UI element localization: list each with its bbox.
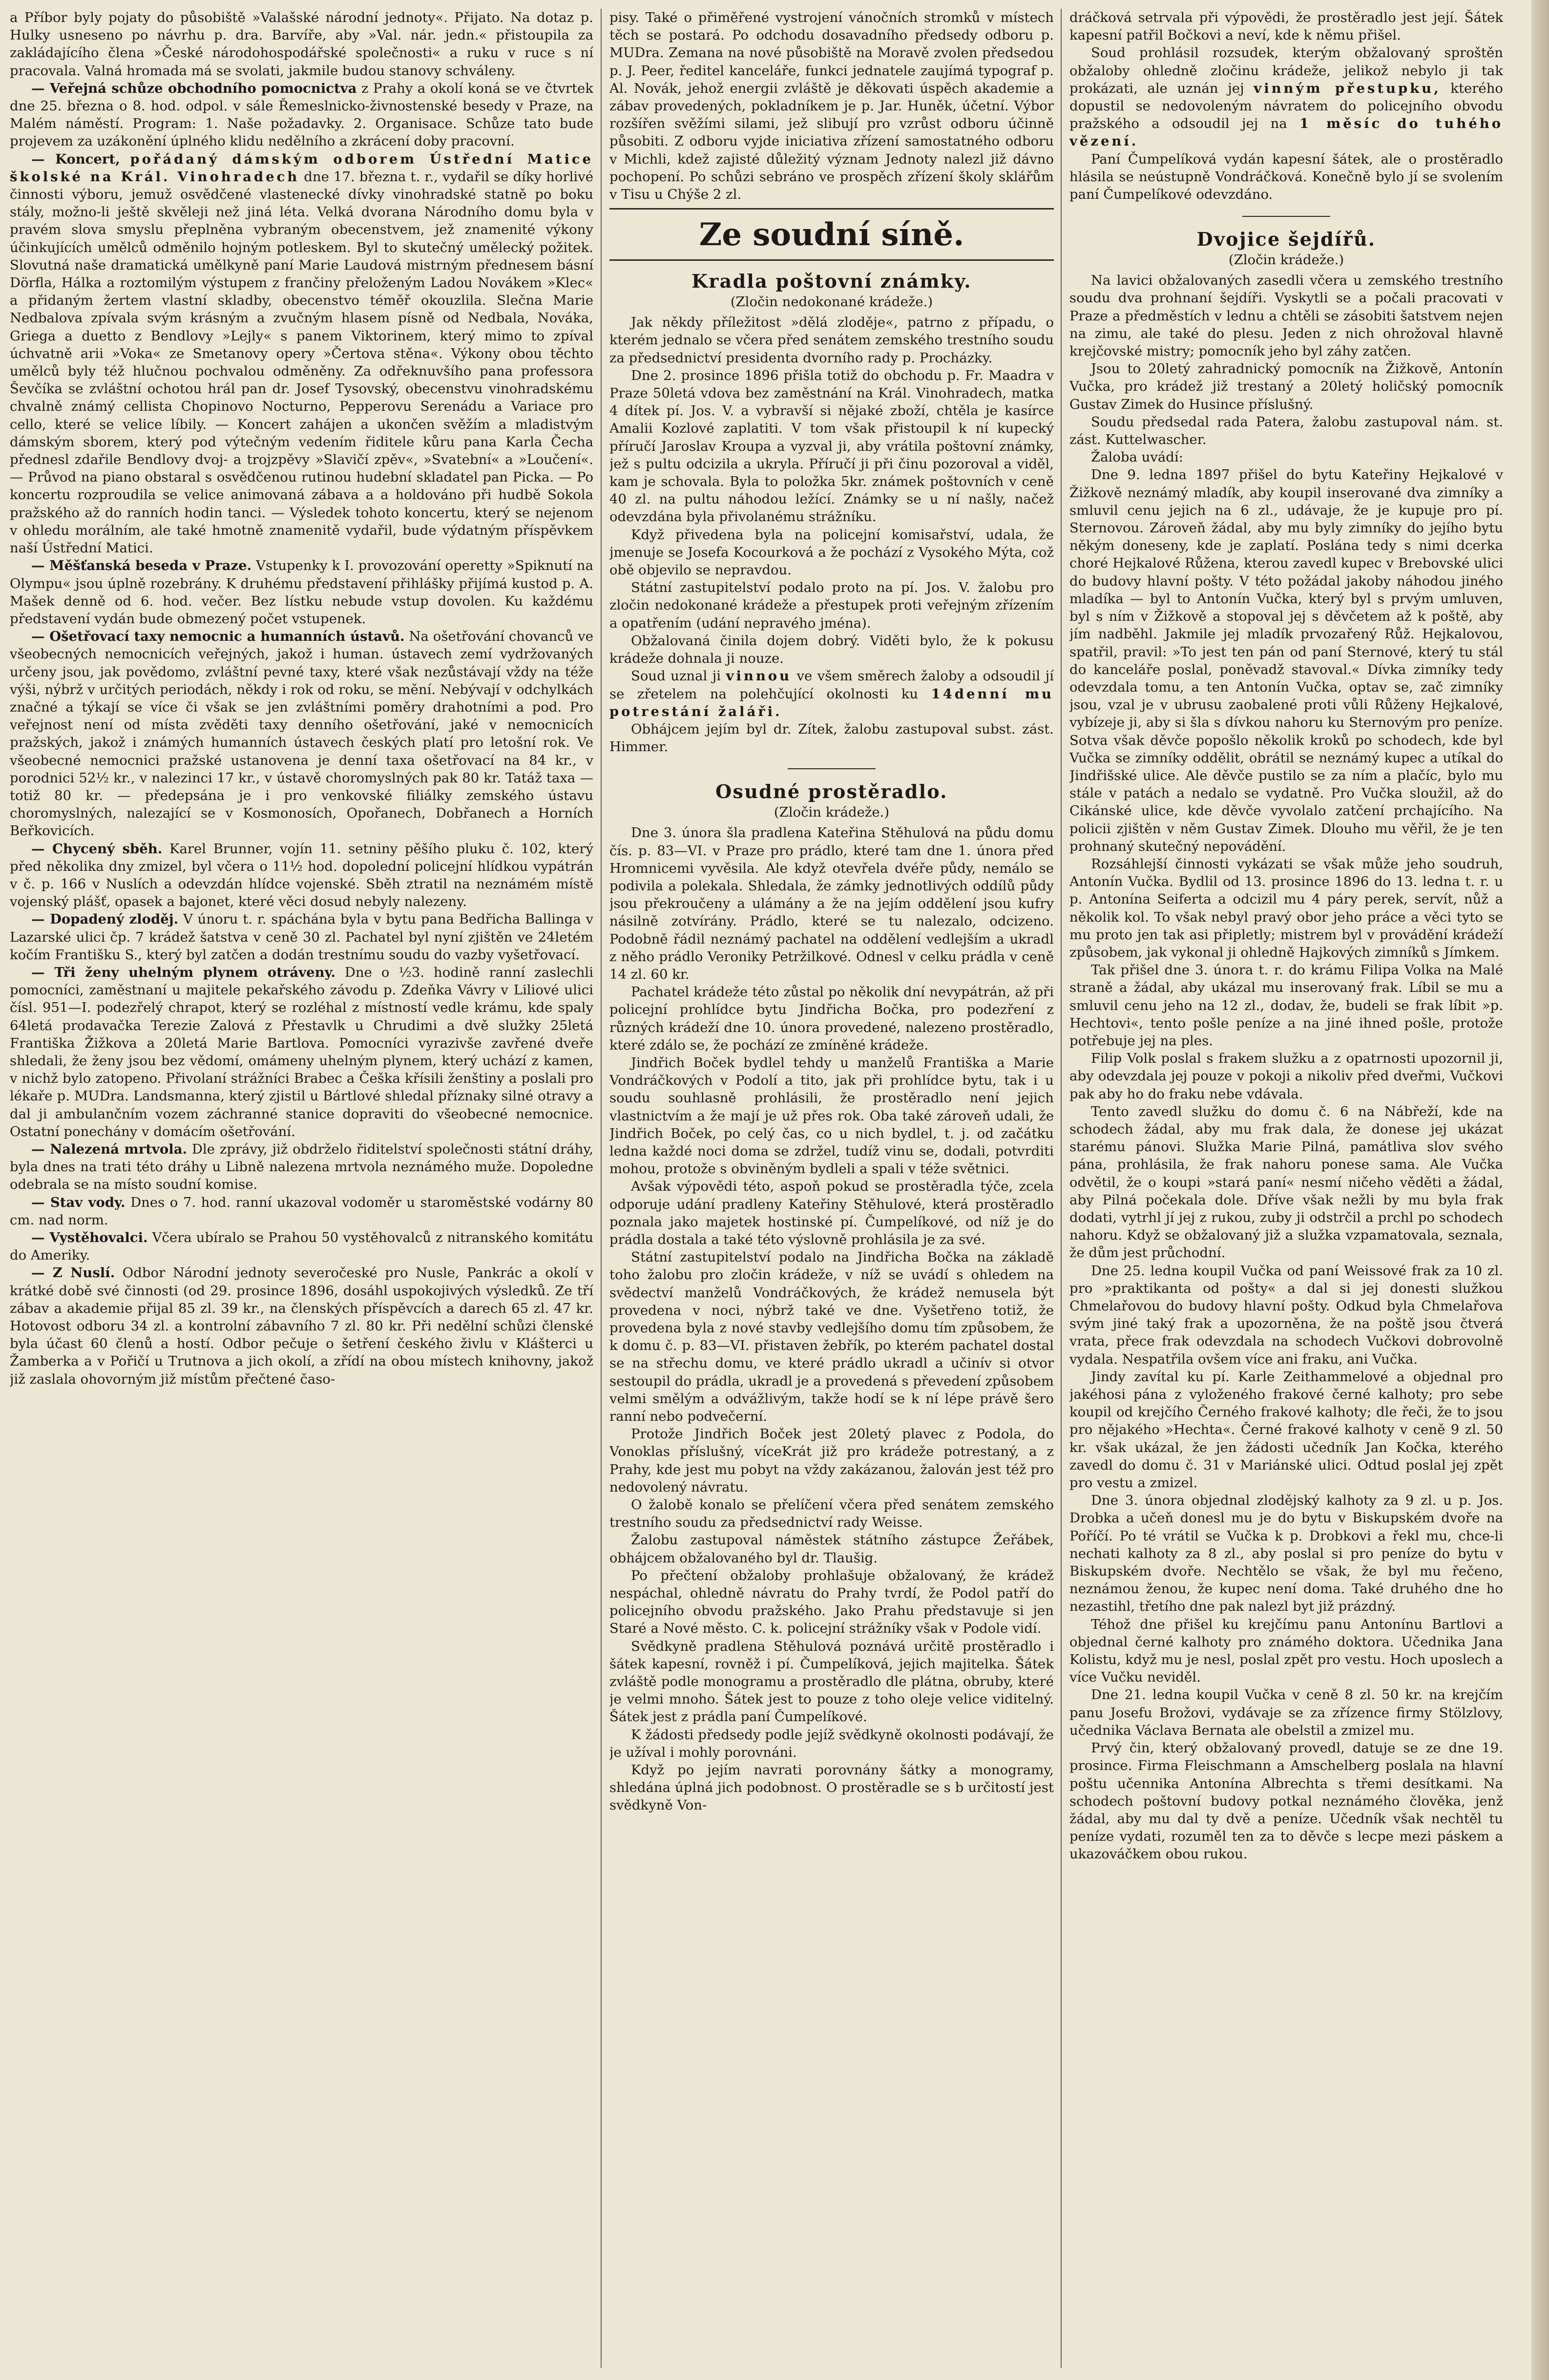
article-paragraph: Jsou to 20letý zahradnický pomocník na Žižkově, Antonín Vučka, pro krádež již trestaný a 20letý holičský pomocník Gustav Zimek do Husince příslušný.: [1069, 361, 1503, 412]
notice-heading: — Veřejná schůze obchodního pomocnictva: [31, 80, 357, 96]
article-paragraph: Prvý čin, který obžalovaný provedl, datuje se ze dne 19. prosince. Firma Fleischmann a Amschelberg poslala na hlavní poštu učennika Antonína Albrechta s třemi desítkami. Na schodech poštovní budovy potkal neznámého člověka, jenž žádal, aby mu dal ty dvě a peníze. Učedník však nechtěl tu peníze vydati, rozuměl ten za to děvče s lecpe mezi páskem a ukazováčkem obou rukou.: [1069, 1740, 1503, 1862]
article-paragraph: Rozsáhlejší činnosti vykázati se však může jeho soudruh, Antonín Vučka. Bydlil od 13. prosince 1896 do 13. ledna t. r. u p. Antonína Seiferta a odcizil mu 4 páry perek, servít, nůž a několik kol. To však nebyl pravý obor jeho práce a věci tyto se mu proto jen tak asi připletly; mistrem byl v provádění krádeží způsobem, jak vykonal ji ohledně Hajkových zimníků s Jímkem.: [1069, 856, 1503, 960]
article-paragraph: Obhájcem jejím byl dr. Zítek, žalobu zastupoval subst. zást. Himmer.: [609, 721, 1054, 755]
column-divider: [1061, 9, 1062, 2368]
notice-heading: — Z Nuslí.: [31, 1265, 115, 1281]
verdict-text: ve všem směrech žaloby a odsoudil jí se zřetelem na polehčující okolnosti ku: [609, 668, 1054, 702]
verdict-emphasis: vinnou: [726, 668, 792, 684]
column-left: [10, 9, 593, 2368]
article-paragraph: Filip Volk poslal s frakem služku a z opatrnosti upozornil ji, aby odevzdala jej pouze v pokoji a nikoliv před dveřmi, Vučkovi pak aby ho do fraku nebe vdávala.: [1069, 1051, 1503, 1102]
article-paragraph: Jindřich Boček bydlel tehdy u manželů Františka a Marie Vondráčkových v Podolí a tito, jak při prohlídce bytu, tak i u soudu souhlasně prohlásili, že prostěradlo není jejich vlastnictvím a že mají je už přes rok. Oba také zároveň udali, že Jindřich Boček, po celý čas, co u nich bydlel, t. j. od začátku ledna každé noci doma se zdržel, tudíž vinu se, dodali, potvrditi mohou, protože s obviněným bydleli a spali v téže světnici.: [609, 1054, 1054, 1177]
article-paragraph: Obžalovaná činila dojem dobrý. Viděti bylo, že k pokusu krádeže dohnala ji nouze.: [609, 632, 1054, 667]
notice-item: [10, 964, 593, 1140]
notice-heading: — Dopadený zloděj.: [31, 911, 179, 927]
article-paragraph: Protože Jindřich Boček jest 20letý plavec z Podola, do Vonoklas příslušný, víceKrát již pro krádeže potrestaný, a z Prahy, kde jest mu pobyt na vždy zakázanou, žalován jest též pro nedovolený návratu.: [609, 1426, 1054, 1495]
notice-heading: — Stav vody.: [31, 1194, 126, 1210]
notice-text: dne 17. března t. r., vydařil se díky horlivé činnosti výboru, jemuž osvědčené vlastenecké dívky vinohradské statně po boku stály, možno-li ještě skvěleji než jiná léta. Velká dvorana Národního domu byla v pravém slova smyslu přeplněna vybraným obecenstvem, jež znamenité výkony účinkujících umělců odměnilo hojným potleskem. Byl to skutečný umělecký požitek. Slovutná naše dramatická umělkyně paní Marie Laudová mistrným přednesem básní Dörfla, Hálka a roztomilým výstupem z frančiny přeloženým Ladou Novákem »Klec« a přidaným žertem vlastní skladby, obecenstvo téměř okouzlila. Slečna Marie Nedbalova zpívala svým krásným a zvučným hlasem písně od Nedbala, Nováka, Griega a duetto z Bendlovy »Lejly« s panem Viktorinem, který mimo to zpíval úchvatně arii »Voka« ze Smetanovy opery »Čertova stěna«. Výkony obou těchto umělců byly též hlučnou pochvalou odměněny. Za odřeknuvšího pana professora Ševčíka se zvláštní ochotou hrál pan dr. Josef Tysovský, obecenstvu vinohradskému chvalně známý cellista Chopinovo Nocturno, Pepperovu Serenádu a Variace pro cello, které se velice líbily. — Koncert zahájen a ukončen svěžím a mladistvým dámským sborem, který pod výtečným vedením řiditele kůru pana Karla Čecha přednesl zdařile Bendlovy dvoj- a trojzpěvy »Slavičí zpěv«, »Svatební« a »Loučení«. — Průvod na piano obstaral s osvědčenou rutinou hudební skladatel pan Picka. — Po koncertu rozproudila se velice animovaná zábava a a holdováno při hudbě Sokola pražského až do ranních hodin tanci. — Výsledek tohoto koncertu, který se nejenom v ohledu morálním, ale také hmotně znamenitě vydařil, bude výdatným příspěvkem naší Ústřední Matici.: [10, 168, 593, 556]
article-paragraph: Soudu předsedal rada Patera, žalobu zastupoval nám. st. zást. Kuttelwascher.: [1069, 414, 1503, 448]
notice-text: Dle zprávy, již obdrželo řiditelství společnosti státní dráhy, byla dnes na trati této dráhy u Libně nalezena mrtvola neznámého muže. Dopoledne odebrala se na místo soudní komise.: [10, 1141, 593, 1193]
notice-text: Dnes o 7. hod. ranní ukazoval vodoměr u staroměstské vodárny 80 cm. nad norm.: [10, 1194, 593, 1228]
verdict-text: Soud uznal ji: [631, 668, 721, 684]
article-paragraph: Jindy zavítal ku pí. Karle Zeithammelové a objednal pro jakéhosi pána z vyloženého frakové černé kalhoty; pro sebe koupil od krejčího Černého frakové kalhoty; dle řeči, že to jsou pro nějakého »Hechta«. Černé frakové kalhoty v ceně 9 zl. 50 kr. však ukázal, že jen žádosti učedník Jan Kočka, kterého zavedl do domu č. 31 v Mariánské ulici. Odtud poslal jej zpět pro vestu a zmizel.: [1069, 1369, 1503, 1491]
notice-item: [10, 628, 593, 840]
article-paragraph: [1069, 44, 1503, 150]
article-paragraph: Když přivedena byla na policejní komisařství, udala, že jmenuje se Josefa Kocourková a že pochází z Vysokého Mýta, což obě objevilo se nepravdou.: [609, 527, 1054, 578]
verdict-text: Soud prohlásil rozsudek, kterým obžalovaný sproštěn obžaloby ohledně zločinu krádeže, jelikož nebylo ji tak prokázati, ale uznán jej: [1069, 45, 1503, 96]
notice-item: [10, 150, 593, 557]
article-paragraph: Žaloba uvádí:: [1091, 449, 1183, 465]
article-paragraph: Pachatel krádeže této zůstal po několik dní nevypátrán, až při policejní prohlídce bytu Jindřicha Bočka, pro podezření z různých krádeží dne 10. února provedené, nalezeno prostěradlo, které zdálo se, že pochází ze zmíněné krádeže.: [609, 984, 1054, 1053]
column-middle: [609, 9, 1054, 2368]
article-paragraph: O žalobě konalo se přelíčení včera před senátem zemského trestního soudu za předsednictví rady Weisse.: [609, 1497, 1054, 1531]
page-binding-edge: [1531, 0, 1549, 2380]
article-paragraph: Paní Čumpelíková vydán kapesní šátek, ale o prostěradlo hlásila se neústupně Vondráčková. Konečně bylo jí se svolením paní Čumpelíkové odevzdáno.: [1069, 151, 1503, 203]
article-columns: [10, 9, 1524, 2368]
article-paragraph: Téhož dne přišel ku krejčímu panu Antonínu Bartlovi a objednal černé kalhoty pro známého doktora. Učednika Jana Kolistu, když mu je nesl, poslal zpět pro vestu. Hoch uposlech a více Vučku neviděl.: [1069, 1616, 1503, 1685]
article-paragraph: Dne 3. února objednal zlodějský kalhoty za 9 zl. u p. Jos. Drobka a učeň donesl mu je do bytu v Biskupském dvoře na Poříčí. Po té vrátil se Vučka k p. Drobkovi a řekl mu, chce-li nechati kalhoty za 8 zl., aby poslal si pro peníze do bytu v Biskupském dvoře. Nechtělo se však, že byl mu řečeno, neznámou ženou, že kupec není doma. Také druhého dne ho nezastihl, třetího dne pak nalezl byt již prázdný.: [1069, 1493, 1503, 1615]
notice-item: [10, 1264, 593, 1388]
notice-item: [10, 910, 593, 964]
notice-continuation: pisy. Také o přiměřené vystrojení vánočních stromků v místech těch se postará. Po odchodu dosavadního předsedy odboru p. MUDra. Zemana na nové působiště na Moravě zvolen předsedou p. J. Peer, ředitel kanceláře, funkci jednatele zaujímá typograf p. Al. Novák, jehož energii zvláště je děkovati úspěch akademie a zábav provedených, pokladníkem je p. Jar. Huněk, účetní. Výbor rozšířen svěžími silami, jež slibují pro vzrůst odboru účinně působiti. Z odboru vyjde iniciativa zřízení samostatného odboru v Michli, kdež zajisté důležitý význam Jednoty nalezl již dávno pochopení. Po schůzi sebráno ve prospěch zřízení školy sklářům v Tisu u Chýše 2 zl.: [609, 10, 1054, 203]
notice-heading: — Měšťanská beseda v Praze.: [31, 558, 252, 574]
notice-text: z Prahy a okolí koná se ve čtvrtek dne 25. března o 8. hod. odpol. v sále Řemeslnicko-živnostenské besedy v Praze, na Malém náměstí. Program: 1. Naše požadavky. 2. Organisace. Schůze tato bude projevem za uzákonění úplného klidu nedělního a zkrácení doby pracovní.: [10, 80, 593, 149]
notice-item: [10, 80, 593, 150]
notice-heading: — Vystěhovalci.: [31, 1230, 148, 1246]
article-paragraph: Po přečtení obžaloby prohlašuje obžalovaný, že krádež nespáchal, ohledně návratu do Prahy tvrdí, že Podol patří do policejního obvodu pražského. Jako Prahu představuje si jen Staré a Nové město. C. k. policejní strážníky však v Podole vidí.: [609, 1567, 1054, 1637]
notice-item: [10, 1229, 593, 1264]
article-paragraph: K žádosti předsedy podle jejíž svědkyně okolnosti podávají, že je užíval i mohly porovnáni.: [609, 1727, 1054, 1760]
article-paragraph: Žalobu zastupoval náměstek státního zástupce Žeřábek, obhájcem obžalovaného byl dr. Tlaušig.: [609, 1532, 1054, 1566]
article-subtitle: (Zločin krádeže.): [774, 804, 890, 821]
notice-item: [10, 1194, 593, 1229]
column-right: [1069, 9, 1503, 2368]
notice-heading: — Nalezená mrtvola.: [31, 1141, 188, 1157]
article-paragraph: Na lavici obžalovaných zasedli včera u zemského trestního soudu dva prohnaní šejdíři. Vyskytli se a počali pracovati v Praze a předměstích v lednu a chtěli se zásobiti šatstvem nejen na zimu, ale také do plesu. Jeden z nich ohrožoval hlavně krejčovské mistry; pomocník jeho byl záhy zatčen.: [1069, 273, 1503, 359]
article-continuation: dráčková setrvala při výpovědi, že prostěradlo jest její. Šátek kapesní patřil Bočkovi a neví, kde k němu přišel.: [1069, 10, 1503, 43]
article-separator: [788, 768, 876, 769]
notice-text: Na ošetřování chovanců ve všeobecných nemocnicích veřejných, jakož i human. ústavech zemí vydržovaných určeny jsou, jak povědomo, zvláštní pevné taxy, které však nezůstávají vždy na téže výši, nýbrž v určitých periodách, někdy i rok od roku, se mění. Nebývají v odchylkách značné a týkají se více či však se jen zvláštními poměry drahotními a pod. Pro veřejnost není od místa zvěděti taxy denního ošetřování, jaké v nemocnicích pražských, jakož i známých humanních ústavech českých platí pro letošní rok. Ve všeobecné nemocnici pražské ustanovena je denní taxa ošetřovací na 84 kr., v porodnici 52½ kr., v nalezinci 17 kr., v ústavě choromyslných pak 80 kr. Tatáž taxa — totiž 80 kr. — předepsána je i pro venkovské filiálky zemského ústavu choromyslných, nalezající se v Kosmonosích, Opořanech, Dobřanech a Horních Beřkovicích.: [10, 629, 593, 839]
notice-text: Dne o ½3. hodině ranní zaslechli pomocníci, zaměstnaní u majitele pekařského závodu p. Zdeňka Vávry v Liliové ulici čísl. 951—I. podezřelý chrapot, který se rozléhal z místností vedle krámu, kde spaly 64letá prodavačka Terezie Zalová z Přestavlk u Chrudimi a dvě služky 25letá Františka Žižkova a 20letá Marie Bartlova. Pomocníci vyrazivše zavřené dveře shledali, že ženy jsou bez vědomí, omámeny uhelným plynem, který uchází z kamen, v nichž bylo zatopeno. Přivolaní strážníci Brabec a Češka křísili ženštiny a poslali pro lékaře p. MUDra. Landsmanna, který zjistil u Bártlové shledal příznaky silné otravy a dal ji ambulančním vozem záchranné stanice dopraviti do všeobecné nemocnice. Ostatní ponechány v domácím ošetřování.: [10, 964, 593, 1139]
verdict-sentence: 14denní mu potrestání žaláři.: [609, 686, 1054, 719]
article-paragraph: Dne 21. ledna koupil Vučka v ceně 8 zl. 50 kr. na krejčím panu Josefu Brožovi, vydávaje se za zřízence firmy Stölzlovy, učednika Václava Bernata ale obelstil a zmizel mu.: [1069, 1687, 1503, 1738]
article-paragraph: Dne 2. prosince 1896 přišla totiž do obchodu p. Fr. Maadra v Praze 50letá vdova bez zaměstnání na Král. Vinohradech, matka 4 dítek pí. Jos. V. a vybravší si nějaké zboží, chtěla je kasírce Amalii Kozlové zaplatiti. V tom však přistoupil k ní kupecký příručí Jaroslav Kroupa a vyzval ji, aby vrátila poštovní známky, jež s pultu odcizila a ukryla. Příručí ji při činu pozoroval a viděl, kam je schovala. Byla to položka 5kr. známek poštovních v ceně 40 zl. na pultu náhodou ležící. Známky se u ní našly, načež odevzdána byla přivolanému strážníku.: [609, 367, 1054, 525]
notice-text: Odbor Národní jednoty severočeské pro Nusle, Pankrác a okolí v krátké době své činnosti (od 29. prosince 1896, dosáhl uspokojivých výsledků. Ze tří zábav a akademie přijal 85 zl. 39 kr., na členských příspěvcích a darech 65 zl. 47 kr. Hotovost odboru 34 zl. a kontrolní zábavního 7 zl. 80 kr. Při nedělní schůzi členské byla účast 60 členů a hostí. Odbor pečuje o šetření českého živlu v Klášterci u Žamberka a v Pořičí u Trutnova a jich okolí, a zřídí na obou místech knihovny, jakož již zaslala ohovorným již místům přečtené časo-: [10, 1265, 593, 1387]
article-paragraph: Avšak výpovědi této, aspoň pokud se prostěradla týče, zcela odporuje udání pradleny Kateřiny Stěhulové, která prostěradlo poznala jako majetek hostinské pí. Čumpelíkové, od níž je do prádla dostala a také této výslovně prohlásila je za své.: [609, 1179, 1054, 1247]
article-paragraph: Tak přišel dne 3. února t. r. do krámu Filipa Volka na Malé straně a žádal, aby ukázal mu inserovaný frak. Líbil se mu a smluvil cenu jeho na 12 zl., dodav, že, budeli se frak líbit »p. Hechtovi«, tento pošle peníze a na jiné ihned pošle, protože potřebuje jej na ples.: [1069, 962, 1503, 1049]
verdict-emphasis: vinným přestupku,: [1254, 80, 1441, 96]
article-paragraph: Svědkyně pradlena Stěhulová poznává určitě prostěradlo i šátek kapesní, rovněž i pí. Čumpelíková, jejich majitelka. Šátek zvláště podle monogramu a prostěradlo dle plátna, obruby, které je velmi mnoho. Šátek jest to pouze z toho oleje velice viditelný. Šátek jest z prádla paní Čumpelíkové.: [609, 1638, 1054, 1725]
article-paragraph: Jak někdy příležitost »dělá zloděje«, patrno z případu, o kterém jednalo se včera před senátem zemského trestního soudu za předsednictví presidenta dvorního rady p. Procházky.: [609, 315, 1054, 366]
notice-text: Včera ubíralo se Prahou 50 vystěhovalců z nitranského komitátu do Ameriky.: [10, 1230, 593, 1264]
article-paragraph: Dne 3. února šla pradlena Kateřina Stěhulová na půdu domu čís. p. 83—VI. v Praze pro prádlo, které tam dne 1. února před Hromnicemi vyvěsila. Ale když otevřela dvéře půdy, nemálo se podivila a polekala. Shledala, že zámky jednotlivých oddílů půdy jsou překroučeny a ulámány a že na jejím oddělení jsou kufry násilně zotvírány. Prádlo, které se tu nalezalo, odcizeno. Podobně řádil neznámý pachatel na oddělení vedlejším a ukradl z něho prádlo Veroniky Petržilkové. Odnesl v celku prádla v ceně 14 zl. 60 kr.: [609, 825, 1054, 982]
article-paragraph: Dne 25. ledna koupil Vučka od paní Weissové frak za 10 zl. pro »praktikanta od pošty« a dal si jej donesti služkou Chmelařovou do budovy hlavní pošty. Odkud byla Chmelařova svým jiné taký frak a upozorněna, že na poště jsou čtverá vrata, přece frak odevzdala na schodech Vučkovi dobrovolně vydala. Nespatřila ovšem více ani fraku, ani Vučka.: [1069, 1263, 1503, 1367]
section-title: Ze soudní síně.: [699, 216, 964, 253]
article-subtitle: (Zločin krádeže.): [1228, 252, 1344, 268]
notice-text: Karel Brunner, vojín 11. setniny pěšího pluku č. 102, který před několika dny zmizel, byl včera o 11½ hod. dopolední policejní hlídkou vypátrán v č. p. 166 v Nuslích a odevzdán hlídce vojenské. Sběh ztratil na neznámém místě vojenský plášť, opasek a bajonet, které věci dosud nebyly nalezeny.: [10, 841, 593, 910]
notice-heading: — Koncert,: [31, 151, 120, 167]
article-title: Kradla poštovní známky.: [691, 270, 972, 293]
notice-heading: — Chycený sběh.: [31, 841, 163, 857]
verdict-sentence: 1 měsíc do tuhého vězení.: [1069, 116, 1503, 149]
article-paragraph: [609, 667, 1054, 720]
article-paragraph: Když po jejím navrati porovnány šátky a monogramy, shledána úplná jich podobnost. O prostěradle se s b určitostí jest svědkyně Von-: [609, 1762, 1054, 1813]
column-divider: [601, 9, 602, 2368]
article-paragraph: Státní zastupitelství podalo proto na pí. Jos. V. žalobu pro zločin nedokonané krádeže a přestupek proti veřejným zřízením a opatřením (udání nepravého jména).: [609, 580, 1054, 631]
notice-text: V únoru t. r. spáchána byla v bytu pana Bedřicha Ballinga v Lazarské ulici čp. 7 krádež šatstva v ceně 30 zl. Pachatel byl nyní zjištěn ve 24letém kočím Františku S., který byl zatčen a dodán trestnímu soudu do vazby vyšetřovací.: [10, 911, 593, 963]
article-paragraph: Dne 9. ledna 1897 přišel do bytu Kateřiny Hejkalové v Žižkově neznámý mladík, aby koupil inserované dva zimníky a smluvil cenu jejich na 6 zl., udávaje, že je kupuje pro pí. Sternovou. Zároveň žádal, aby mu byly zimníky do jejího bytu někým doneseny, kde je zaplatí. Poslána tedy s nimi dcerka choré Hejkalové Růžena, kterou zavedl kupec v Brebovské ulici do budovy hlavní pošty. V této požádal jakoby náhodou jiného mladíka — byl to Antonín Vučka, který byl s prvým umluven, byl s ním v Žižkově a stopoval jej s děvčetem až k poště, aby jím nadběhl. Jakmile jej mladík prvozařený Růž. Hejkalovou, spatřil, pravil: »To jest ten pán od paní Sternové, který tu stál do kanceláře poslal, poněvadž stavoval.« Dívka zimníky tedy odevzdala tomu, a ten Antonín Vučka, optav se, zač zimníky jsou, vzal je v ubrusu zaobalené proti vůli Růženy Hejkalové, vybízeje ji, aby si šla s dívkou nahoru ku Sternovým pro peníze. Sotva však děvče popošlo několik kroků po schodech, kde byl Vučka se zimníky oddělit, obrátil se neznámý kupec a utíkal do Jindřišské ulice. Ale děvče pustilo se za ním a plačíc, bylo mu stále v patách a nedalo se vydatně. Pro Vučka sloužil, až do Cikánské ulice, kde děvče vyvolalo zatčení prchajícího. Na policii zjištěn v něm Gustav Zimek. Dlouho mu věřil, že je ten prohnaný skutečný nepovádění.: [1069, 467, 1503, 854]
article-subtitle: (Zločin nedokonané krádeže.): [730, 294, 933, 310]
verdict-text: kterého dopustil se nedovoleným návratem do policejního obvodu pražského a odsoudil jej na: [1069, 80, 1503, 132]
article-paragraph: Tento zavedl služku do domu č. 6 na Nábřeží, kde na schodech žádal, aby mu frak dala, že donese jej ukázat starému pánovi. Služka Marie Pilná, památliva slov svého pána, prohlásila, že frak nahoru ponese sama. Ale Vučka odvětil, že o koupi »stará paní« nesmí ničeho věděti a žádal, aby Pilná počekala dole. Dříve však nežli by mu byla frak dodati, vytrhl jí jej z rukou, zuby ji odstrčil a prchl po schodech nahoru. Když se obžalovaný již a služka vzpamatovala, seznala, že dům jest průchodní.: [1069, 1103, 1503, 1261]
notice-item: [10, 1140, 593, 1194]
notice-item: [10, 840, 593, 911]
article-title: Osudné prostěradlo.: [715, 780, 948, 803]
article-paragraph: Státní zastupitelství podalo na Jindřicha Bočka na základě toho žalobu pro zločin krádeže, v níž se uvádí s ohledem na svědectví manželů Vondráčkových, že krádež nemusela být provedena v noci, nýbrž také ve dne. Vyšetřeno totiž, že provedena byla z nové stavby vedlejšího domu tím způsobem, že k domu č. p. 83—VI. přistaven žebřík, po kterém pachatel dostal se na střechu domu, ve které prádlo ukradl a učinív si otvor sestoupil do prádla, ukradl je a provedená s převedení způsobem velmi smělým a odvážlivým, takže hodí se k ní lépe právě šero ranní nebo podvečerní.: [609, 1249, 1054, 1425]
notice-heading: — Tři ženy uhelným plynem otráveny.: [31, 964, 336, 980]
notice-continuation: a Příbor byly pojaty do působiště »Valašské národní jednoty«. Přijato. Na dotaz p. Hulky usneseno po návrhu p. dra. Barvíře, aby »Val. nár. jedn.« přistoupila za zakládajícího člena »České národohospodářské společnosti« a ruku v ruce s ní pracovala. Valná hromada má se svolati, jakmile budou stanovy schváleny.: [10, 10, 593, 79]
section-header: [609, 208, 1054, 261]
notice-emphasis: pořádaný dámským odborem Ústřední Matice školské na Král. Vinohradech: [10, 151, 593, 185]
notice-item: [10, 557, 593, 628]
notice-heading: — Ošetřovací taxy nemocnic a humanních ústavů.: [31, 629, 405, 645]
notice-text: Vstupenky k I. provozování operetty »Spiknutí na Olympu« jsou úplně rozebrány. K druhému představení přihlášky přijímá kustod p. A. Mašek denně od 6. hod. večer. Bez lístku nebude vstup dovolen. Ku každému představení vydán bude obmezený počet vstupenek.: [10, 558, 593, 627]
article-title: Dvojice šejdířů.: [1196, 228, 1376, 251]
article-separator: [1242, 216, 1330, 217]
